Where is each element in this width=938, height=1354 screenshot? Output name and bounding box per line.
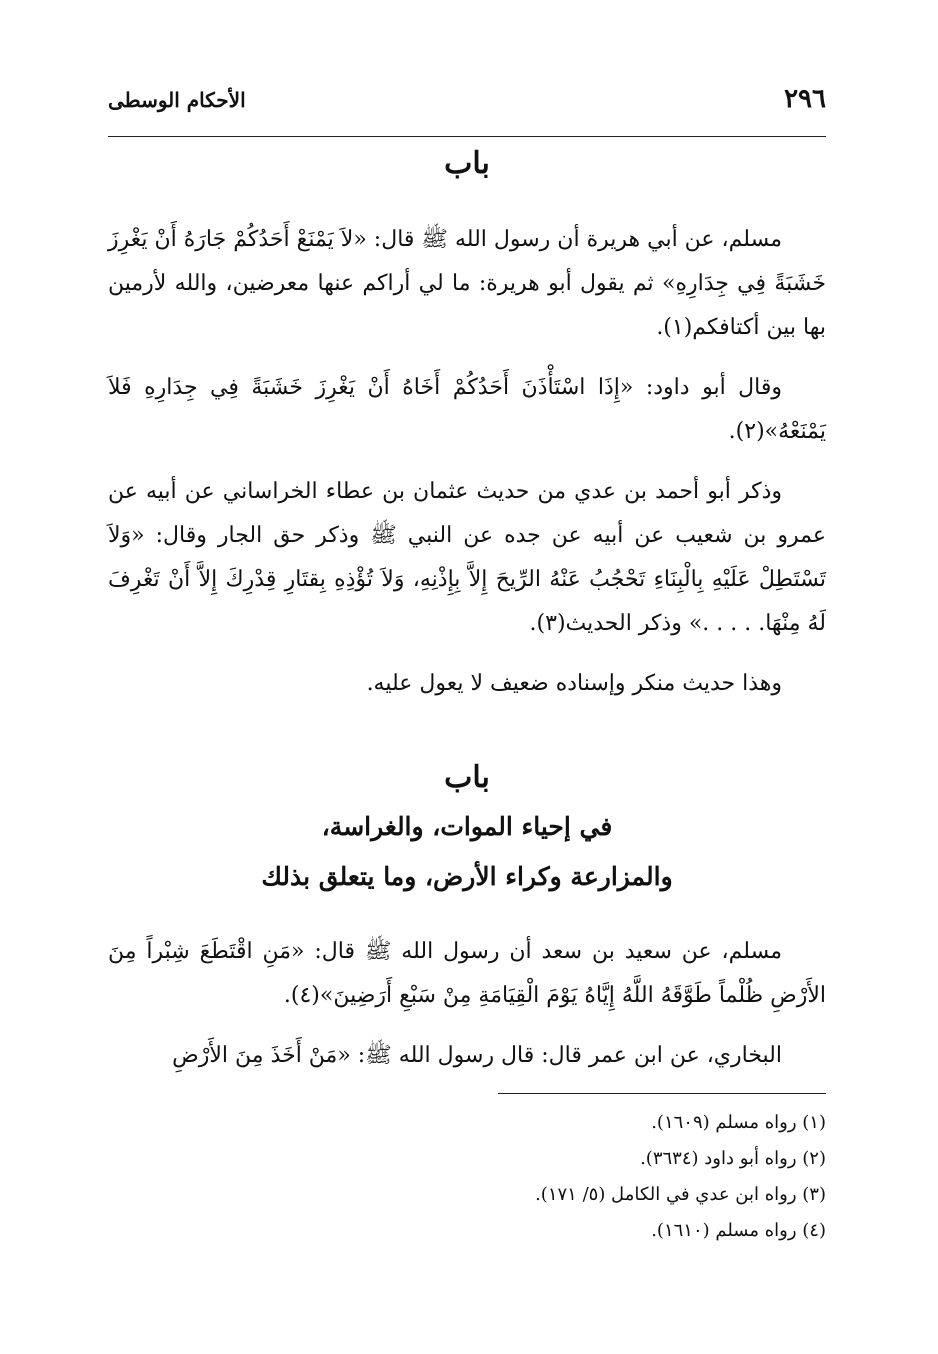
paragraph-hadith-grading: وهذا حديث منكر وإسناده ضعيف لا يعول عليه. <box>366 671 782 696</box>
running-header <box>108 84 826 128</box>
section-heading-bab-1: باب <box>444 146 490 181</box>
page-number: ٢٩٦ <box>784 84 826 114</box>
footnote-2: (٢) رواه أبو داود (٣٦٣٤). <box>640 1148 826 1169</box>
paragraph-abu-dawud: وقال أبو داود: «إِذَا اسْتَأْذَنَ أَحَدُكُمْ أَخَاهُ أَنْ يَغْرِزَ خَشَبَةً فِي جِدَارِهِ فَلاَ يَمْنَعْهُ»(٢). <box>108 375 826 444</box>
paragraph-muslim-abu-hurayra: مسلم، عن أبي هريرة أن رسول الله ﷺ قال: «لاَ يَمْنَعْ أَحَدُكُمْ جَارَهُ أَنْ يَغْرِزَ خَشَبَةً فِي جِدَارِهِ» ثم يقول أبو هريرة: ما لي أراكم عنها معرضين، والله لأرمين بها بين أكتافكم(١). <box>108 227 826 340</box>
running-title: الأحكام الوسطى <box>108 88 246 112</box>
footnote-3: (٣) رواه ابن عدي في الكامل (٥/ ١٧١). <box>535 1184 826 1205</box>
header-divider <box>108 136 826 137</box>
section-subtitle-line-2: والمزارعة وكراء الأرض، وما يتعلق بذلك <box>261 862 673 891</box>
footnote-1: (١) رواه مسلم (١٦٠٩). <box>651 1112 826 1133</box>
section-heading-bab-2: باب <box>444 760 490 795</box>
paragraph-ibn-adi: وذكر أبو أحمد بن عدي من حديث عثمان بن عطاء الخراساني عن أبيه عن عمرو بن شعيب عن أبيه عن جده عن النبي ﷺ وذكر حق الجار وقال: «وَلاَ تَسْتَطِلْ عَلَيْهِ بِالْبِنَاءِ تَحْجُبُ عَنْهُ الرِّيحَ إِلاَّ بِإِذْنِهِ، وَلاَ تُؤْذِهِ بِقتَارِ قِدْرِكَ إِلاَّ أَنْ تَغْرِفَ لَهُ مِنْهَا. . . . .» وذكر الحديث(٣). <box>108 479 826 636</box>
footnote-4: (٤) رواه مسلم (١٦١٠). <box>651 1220 826 1241</box>
paragraph-bukhari-ibn-umar: البخاري، عن ابن عمر قال: قال رسول الله ﷺ: «مَنْ أَخَذَ مِنَ الأَرْضِ <box>172 1043 782 1068</box>
paragraph-muslim-said-ibn-saad: مسلم، عن سعيد بن سعد أن رسول الله ﷺ قال: «مَنِ اقْتَطَعَ شِبْراً مِنَ الأَرْضِ ظُلْماً طَوَّقَهُ اللَّهُ إِيَّاهُ يَوْمَ الْقِيَامَةِ مِنْ سَبْعِ أَرَضِينَ»(٤). <box>108 939 826 1008</box>
section-subtitle-line-1: في إحياء الموات، والغراسة، <box>321 812 613 841</box>
footnote-divider <box>498 1093 826 1094</box>
